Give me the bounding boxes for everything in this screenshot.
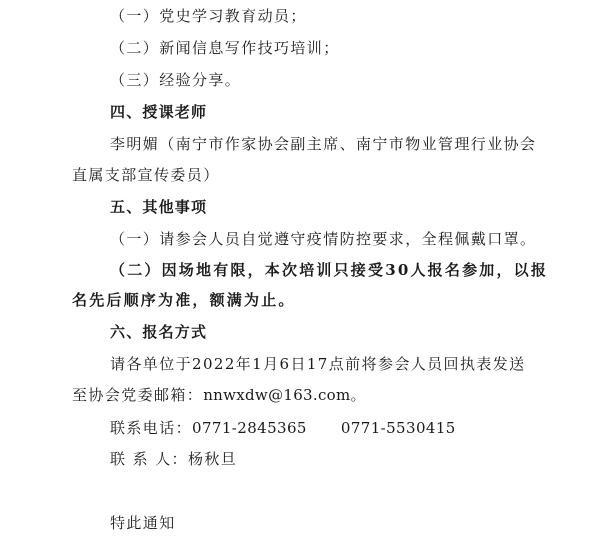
registration-line-1: 请各单位于2022年1月6日17点前将参会人员回执表发送 xyxy=(110,355,526,373)
other-item-2-line-2: 名先后顺序为准，额满为止。 xyxy=(72,291,296,309)
teacher-line-1: 李明媚（南宁市作家协会副主席、南宁市物业管理行业协会 xyxy=(110,135,537,153)
section-heading-other: 五、其他事项 xyxy=(110,198,208,216)
phone-number-2: 0771-5530415 xyxy=(340,419,456,437)
agenda-item-3: （三）经验分享。 xyxy=(110,71,242,89)
phone-line xyxy=(110,418,456,438)
closing-text: 特此通知 xyxy=(110,514,176,532)
teacher-line-2: 直属支部宣传委员） xyxy=(72,166,220,184)
contact-name: 杨秋旦 xyxy=(187,450,238,468)
phone-number-1: 0771-2845365 xyxy=(192,419,307,437)
section-heading-teacher: 四、授课老师 xyxy=(110,103,208,121)
agenda-item-2: （二）新闻信息写作技巧培训； xyxy=(110,39,340,57)
registration-line-2-prefix: 至协会党委邮箱： xyxy=(72,386,204,404)
registration-line-2-suffix: 。 xyxy=(350,386,367,404)
registration-line-2 xyxy=(72,385,367,405)
contact-line xyxy=(110,449,237,469)
section-heading-registration: 六、报名方式 xyxy=(110,323,208,341)
contact-label: 联 系 人： xyxy=(110,450,188,468)
phone-label: 联系电话： xyxy=(110,419,193,437)
email-link[interactable]: nnwxdw@163.com xyxy=(203,386,351,404)
other-item-1: （一）请参会人员自觉遵守疫情防控要求，全程佩戴口罩。 xyxy=(110,230,537,248)
agenda-item-1: （一）党史学习教育动员； xyxy=(110,7,307,25)
other-item-2-line-1: （二）因场地有限，本次培训只接受30人报名参加，以报 xyxy=(110,261,549,279)
